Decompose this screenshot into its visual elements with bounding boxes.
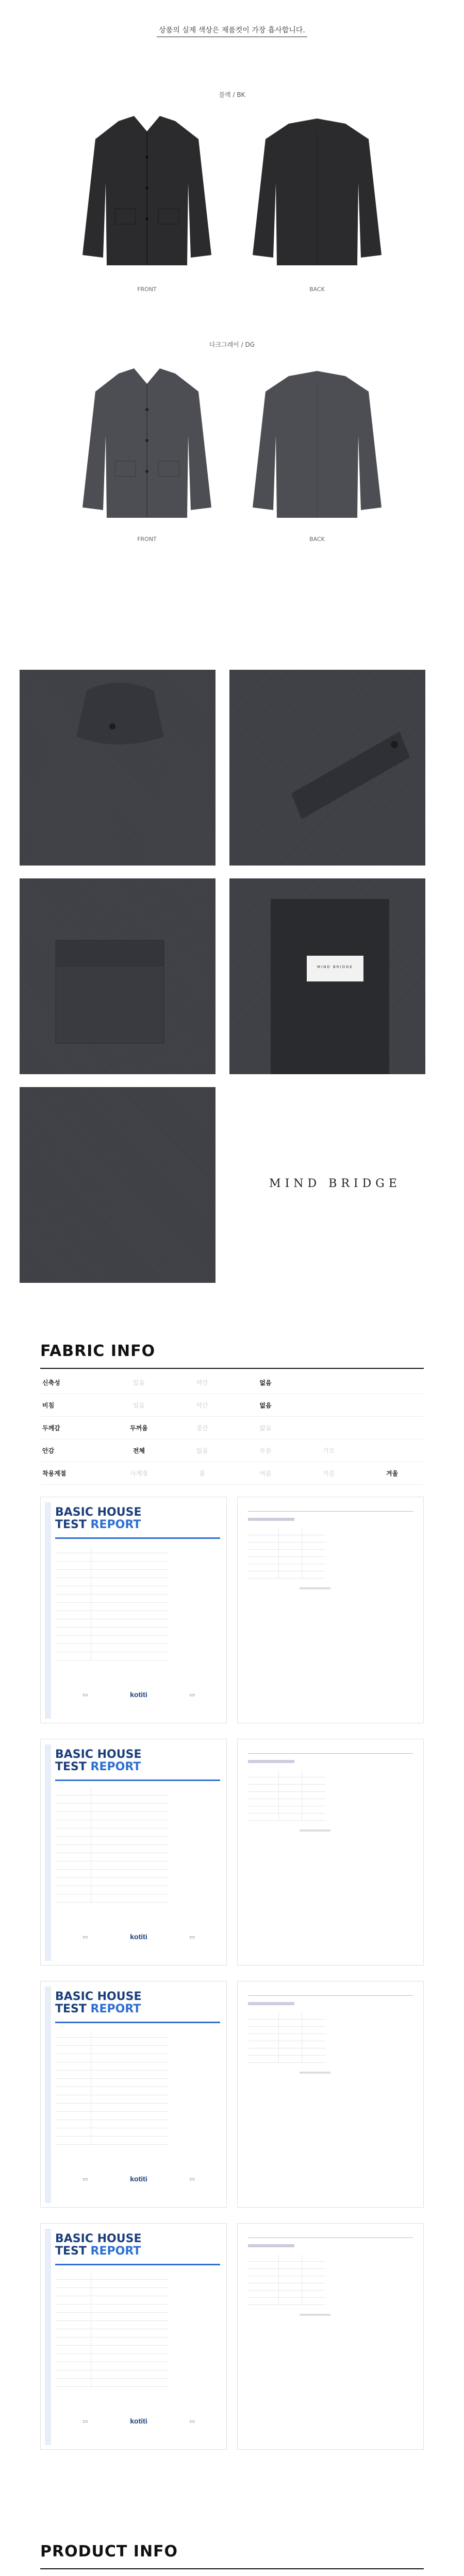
fabric-option: 겨울: [386, 1470, 399, 1477]
fabric-option: 약간: [196, 1402, 208, 1409]
fabric-option: 얇음: [259, 1425, 272, 1432]
test-report-cover: BASIC HOUSE TEST REPORT ▭ kotiti ▭: [40, 2223, 227, 2450]
fabric-option: 두꺼움: [130, 1425, 148, 1432]
report-title-line2: TEST REPORT: [55, 2245, 141, 2258]
fabric-row-label: 두께감: [42, 1425, 60, 1432]
inner-label: MIND BRIDGE: [317, 965, 353, 969]
fabric-row-label: 비침: [42, 1402, 55, 1409]
coat-back-icon: [240, 111, 394, 276]
report-title-line2: TEST REPORT: [55, 1760, 141, 1773]
fabric-option: 약간: [196, 1379, 208, 1386]
test-report-cover: BASIC HOUSE TEST REPORT ▭ kotiti ▭: [40, 1739, 227, 1965]
coat-front-icon: [70, 111, 224, 276]
fabric-option: 전체: [132, 1447, 145, 1454]
fabric-option: 있음: [132, 1379, 145, 1386]
fabric-option: 사계절: [130, 1470, 148, 1477]
report-title-line1: BASIC HOUSE: [55, 1748, 142, 1761]
fabric-row-label: 신축성: [42, 1379, 60, 1386]
test-report-results: [237, 1497, 424, 1723]
kotiti-logo: kotiti: [130, 2417, 147, 2425]
fabric-info-title: FABRIC INFO: [40, 1342, 156, 1360]
fabric-option: 여름: [259, 1470, 272, 1477]
coat-front-icon: [70, 363, 224, 528]
fabric-option: 없음: [259, 1402, 272, 1409]
fabric-option: 가을: [323, 1470, 335, 1477]
coat-back-icon: [240, 363, 394, 528]
fabric-row: [40, 1417, 424, 1439]
color-notice: [0, 0, 464, 62]
darkgray-front-image: [62, 361, 232, 531]
product-info-list: [40, 2571, 424, 2576]
detail-pocket-photo: [20, 878, 216, 1074]
color-title-black: 블랙 / BK: [219, 91, 245, 98]
fabric-option: 부분: [259, 1447, 272, 1454]
report-title-line1: BASIC HOUSE: [55, 1990, 142, 2003]
fabric-table: [40, 1371, 424, 1485]
product-info-row: [40, 2571, 424, 2576]
test-report-results: [237, 1981, 424, 2208]
fabric-option: 있음: [132, 1402, 145, 1409]
fabric-rule: [40, 1368, 424, 1369]
color-notice-text: 상품의 실제 색상은 제품컷이 가장 흡사합니다.: [157, 25, 307, 37]
brand-logo: MIND BRIDGE: [269, 1177, 401, 1190]
detail-lining-photo: [229, 878, 425, 1074]
test-report-cover: BASIC HOUSE TEST REPORT ▭ kotiti ▭: [40, 1497, 227, 1723]
report-title-line2: TEST REPORT: [55, 2003, 141, 2015]
fabric-option: 없음: [259, 1379, 272, 1386]
kotiti-logo: kotiti: [130, 1933, 147, 1941]
fabric-option: 기모: [323, 1447, 335, 1454]
product-info-title: PRODUCT INFO: [40, 2543, 178, 2561]
fabric-row-label: 착용계절: [42, 1470, 67, 1477]
darkgray-front-label: FRONT: [137, 536, 157, 543]
detail-collar-photo: [20, 670, 216, 866]
black-back-image: [232, 108, 402, 278]
kotiti-logo: kotiti: [130, 1690, 147, 1699]
black-front-image: [62, 108, 232, 278]
report-title-line1: BASIC HOUSE: [55, 2232, 142, 2245]
fabric-option: 없음: [196, 1447, 208, 1454]
product-rule: [40, 2568, 424, 2569]
fabric-row: [40, 1371, 424, 1394]
fabric-option: 봄: [199, 1470, 205, 1477]
kotiti-logo: kotiti: [130, 2175, 147, 2183]
fabric-row-label: 안감: [42, 1447, 55, 1454]
darkgray-back-image: [232, 361, 402, 531]
test-reports: [40, 1497, 424, 2455]
color-title-darkgray: 다크그레이 / DG: [209, 341, 255, 348]
detail-fabric-photo: [20, 1087, 216, 1283]
fabric-option: 중간: [196, 1425, 208, 1432]
black-back-label: BACK: [309, 286, 325, 293]
fabric-row: [40, 1462, 424, 1485]
test-report-results: [237, 1739, 424, 1965]
black-front-label: FRONT: [137, 286, 157, 293]
darkgray-back-label: BACK: [309, 536, 325, 543]
fabric-row: [40, 1439, 424, 1462]
detail-cuff-photo: [229, 670, 425, 866]
report-title-line1: BASIC HOUSE: [55, 1506, 142, 1519]
fabric-row: [40, 1394, 424, 1417]
test-report-cover: BASIC HOUSE TEST REPORT ▭ kotiti ▭: [40, 1981, 227, 2208]
test-report-results: [237, 2223, 424, 2450]
report-title-line2: TEST REPORT: [55, 1518, 141, 1531]
